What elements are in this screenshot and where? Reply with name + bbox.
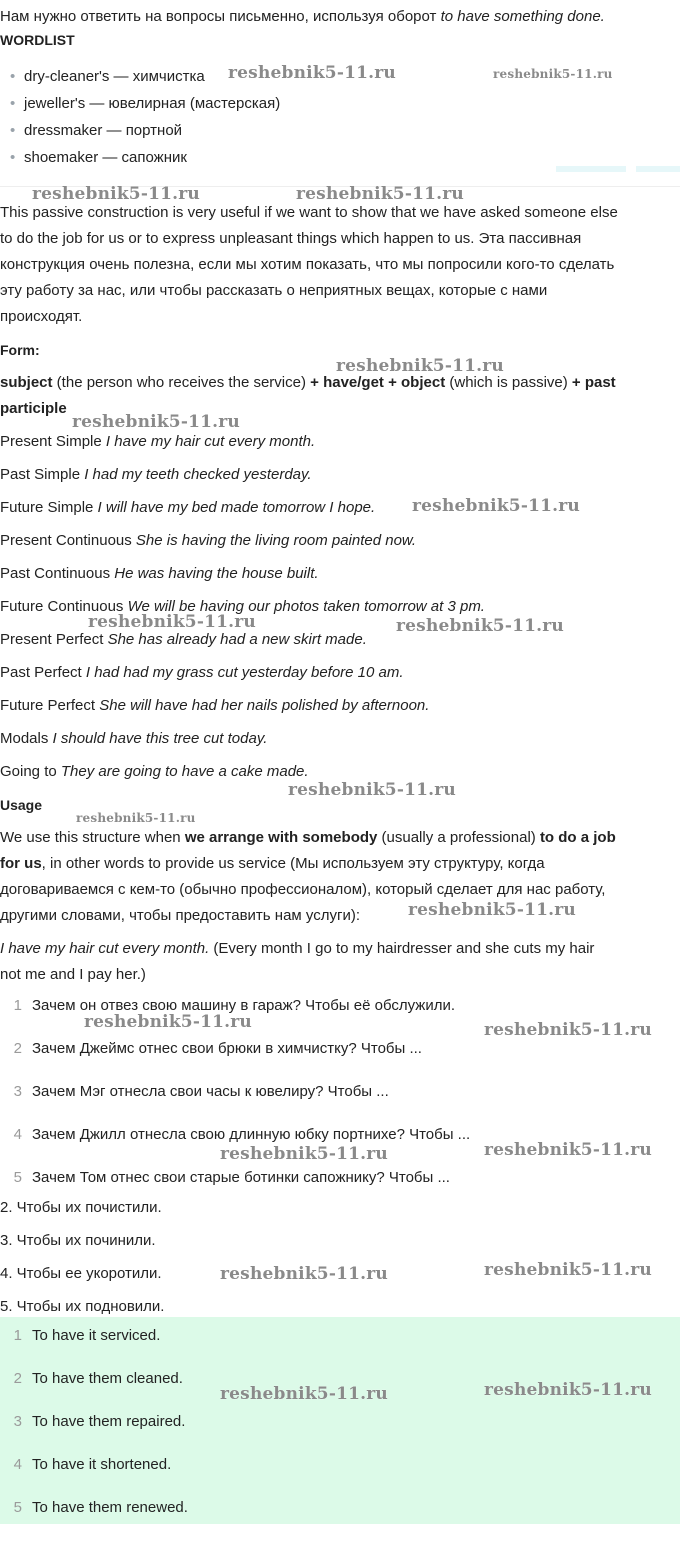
tense-row: Present Perfect She has already had a new skirt made.	[0, 631, 367, 648]
usage-line: We use this structure when we arrange with somebody (usually a professional) to do a job	[0, 829, 616, 846]
explanation-line: происходят.	[0, 308, 83, 325]
explanation-line: This passive construction is very useful if we want to show that we have asked someone else	[0, 204, 618, 221]
explanation-line: to do the job for us or to express unpleasant things which happen to us. Эта пассивная	[0, 230, 582, 247]
usage-line: другими словами, чтобы предоставить нам услуги):	[0, 907, 360, 924]
question-number: 5	[13, 1169, 22, 1186]
answer-item	[0, 1326, 680, 1346]
tense-row: Present Continuous She is having the living room painted now.	[0, 532, 417, 549]
bullet-icon: •	[10, 122, 16, 139]
answer-number: 2	[13, 1370, 22, 1387]
divider	[0, 186, 680, 187]
hint-line: 3. Чтобы их починили.	[0, 1232, 156, 1249]
form-formula-cont: participle	[0, 400, 67, 417]
tense-row: Future Simple I will have my bed made tomorrow I hope.	[0, 499, 376, 516]
hint-line: 4. Чтобы ее укоротили.	[0, 1265, 162, 1282]
question-item	[0, 1082, 680, 1102]
watermark: reshebnik5-11.ru	[484, 1140, 652, 1160]
bullet-icon: •	[10, 95, 16, 112]
question-number: 2	[13, 1040, 22, 1057]
watermark: reshebnik5-11.ru	[493, 67, 613, 81]
tense-row: Future Perfect She will have had her nails polished by afternoon.	[0, 697, 430, 714]
watermark: reshebnik5-11.ru	[76, 811, 196, 825]
answer-item	[0, 1498, 680, 1518]
usage-line: for us, in other words to provide us service (Мы используем эту структуру, когда	[0, 855, 545, 872]
bullet-icon: •	[10, 68, 16, 85]
decorative-stripe	[636, 166, 680, 172]
answer-item	[0, 1412, 680, 1432]
hint-line: 5. Чтобы их подновили.	[0, 1298, 165, 1315]
tense-row: Present Simple I have my hair cut every month.	[0, 433, 316, 450]
question-text: Зачем Мэг отнесла свои часы к ювелиру? Чтобы ...	[32, 1083, 389, 1100]
intro-text: Нам нужно ответить на вопросы письменно, используя оборот to have something done.	[0, 8, 605, 25]
question-item	[0, 1168, 680, 1188]
tense-row: Going to They are going to have a cake made.	[0, 763, 309, 780]
watermark: reshebnik5-11.ru	[484, 1020, 652, 1040]
explanation-line: эту работу за нас, или чтобы рассказать о неприятных вещах, которые с нами	[0, 282, 548, 299]
wordlist-item: • dry-cleaner's — химчистка	[10, 68, 205, 85]
form-heading: Form:	[0, 342, 40, 358]
question-item	[0, 996, 680, 1016]
watermark: reshebnik5-11.ru	[220, 1384, 388, 1404]
tense-row: Past Simple I had my teeth checked yesterday.	[0, 466, 312, 483]
watermark: reshebnik5-11.ru	[88, 612, 256, 632]
hint-line: 2. Чтобы их почистили.	[0, 1199, 162, 1216]
watermark: reshebnik5-11.ru	[484, 1260, 652, 1280]
question-text: Зачем Джеймс отнес свои брюки в химчистку? Чтобы ...	[32, 1040, 422, 1057]
watermark: reshebnik5-11.ru	[84, 1012, 252, 1032]
watermark: reshebnik5-11.ru	[72, 412, 240, 432]
watermark: reshebnik5-11.ru	[396, 616, 564, 636]
wordlist-heading: WORDLIST	[0, 32, 75, 48]
question-text: Зачем Том отнес свои старые ботинки сапожнику? Чтобы ...	[32, 1169, 450, 1186]
answer-text: To have them renewed.	[32, 1499, 188, 1516]
usage-example-cont: not me and I pay her.)	[0, 966, 146, 983]
tense-row: Modals I should have this tree cut today.	[0, 730, 268, 747]
watermark: reshebnik5-11.ru	[220, 1144, 388, 1164]
watermark: reshebnik5-11.ru	[228, 63, 396, 83]
answer-item	[0, 1369, 680, 1389]
tense-row: Past Continuous He was having the house built.	[0, 565, 319, 582]
watermark: reshebnik5-11.ru	[408, 900, 576, 920]
watermark: reshebnik5-11.ru	[296, 184, 464, 204]
answer-item	[0, 1455, 680, 1475]
question-text: Зачем Джилл отнесла свою длинную юбку портнихе? Чтобы ...	[32, 1126, 471, 1143]
usage-line: договариваемся с кем-то (обычно профессионалом), который сделает для нас работу,	[0, 881, 606, 898]
question-number: 3	[13, 1083, 22, 1100]
watermark: reshebnik5-11.ru	[220, 1264, 388, 1284]
decorative-stripe	[556, 166, 626, 172]
answer-number: 5	[13, 1499, 22, 1516]
wordlist-item: • shoemaker — сапожник	[10, 149, 187, 166]
bullet-icon: •	[10, 149, 16, 166]
watermark: reshebnik5-11.ru	[288, 780, 456, 800]
wordlist-item: • jeweller's — ювелирная (мастерская)	[10, 95, 281, 112]
watermark: reshebnik5-11.ru	[336, 356, 504, 376]
question-text: Зачем он отвез свою машину в гараж? Чтобы её обслужили.	[32, 997, 456, 1014]
answer-text: To have it shortened.	[32, 1456, 172, 1473]
wordlist-item: • dressmaker — портной	[10, 122, 183, 139]
answer-number: 3	[13, 1413, 22, 1430]
answer-text: To have them cleaned.	[32, 1370, 183, 1387]
watermark: reshebnik5-11.ru	[484, 1380, 652, 1400]
question-number: 4	[13, 1126, 22, 1143]
answer-text: To have them repaired.	[32, 1413, 186, 1430]
explanation-line: конструкция очень полезна, если мы хотим показать, что мы попросили кого-то сделать	[0, 256, 615, 273]
usage-example: I have my hair cut every month. (Every month I go to my hairdresser and she cuts my hair	[0, 940, 595, 957]
question-item	[0, 1125, 680, 1145]
answer-text: To have it serviced.	[32, 1327, 161, 1344]
watermark: reshebnik5-11.ru	[412, 496, 580, 516]
question-item	[0, 1039, 680, 1059]
usage-heading: Usage	[0, 797, 43, 813]
tense-row: Past Perfect I had had my grass cut yesterday before 10 am.	[0, 664, 404, 681]
form-formula: subject (the person who receives the service) + have/get + object (which is passive) + past	[0, 374, 616, 391]
tense-row: Future Continuous We will be having our photos taken tomorrow at 3 pm.	[0, 598, 485, 615]
watermark: reshebnik5-11.ru	[32, 184, 200, 204]
answer-number: 4	[13, 1456, 22, 1473]
answer-number: 1	[13, 1327, 22, 1344]
question-number: 1	[13, 997, 22, 1014]
